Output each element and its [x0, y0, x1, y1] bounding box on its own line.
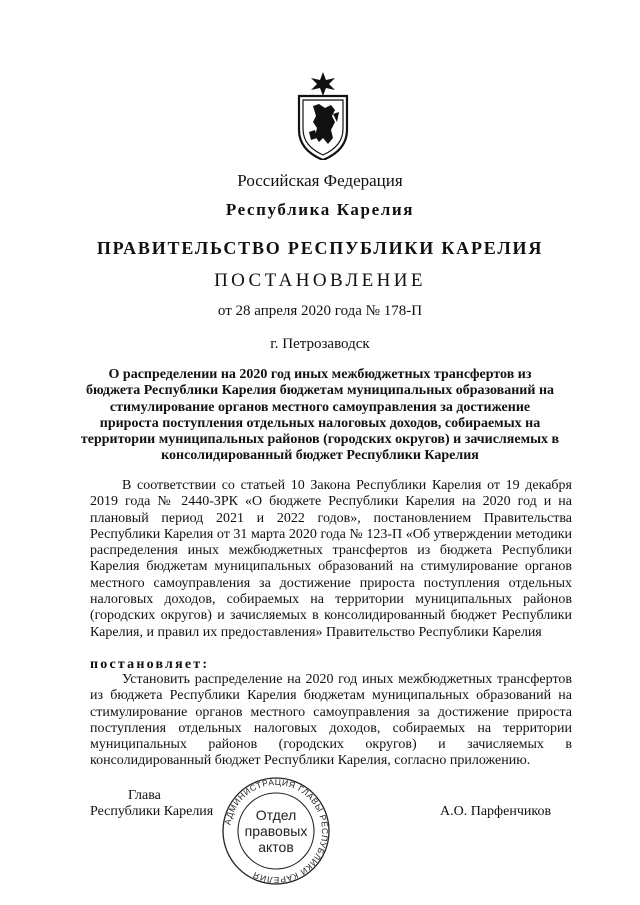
country-name: Российская Федерация [237, 171, 403, 190]
decree-word: постановляет: [90, 657, 210, 672]
document-date-number: от 28 апреля 2020 года № 178-П [217, 303, 423, 319]
official-stamp [216, 776, 336, 886]
operative-text: Установить распределение на 2020 год иных межбюджетных трансфертов из бюджета Республики Карелия бюджетам муниципальных образований на стимулирование органов местного самоуправления за достижение прироста поступления отдельных налоговых доходов, собираемых на территории муниципальных районов (городских округов) и зачисляемых в консолидированный бюджет Республики Карелия, согласно приложению. [90, 672, 572, 769]
karelia-coat-of-arms-icon [295, 72, 351, 160]
signatory-title-line1: Глава [128, 788, 161, 803]
republic-name: Республика Карелия [225, 200, 415, 219]
preamble-paragraph [90, 478, 572, 641]
operative-paragraph [90, 672, 572, 770]
signatory-name: А.О. Парфенчиков [440, 804, 552, 819]
stamp-line1: Отдел [255, 807, 297, 823]
document-city: г. Петрозаводск [270, 336, 370, 352]
document-title: О распределении на 2020 год иных межбюджетных трансфертов из бюджета Республики Карелия бюджетам муниципальных образований на стимулирование органов местного самоуправления за достижение прироста поступления отдельных налоговых доходов, собираемых на территории муниципальных районов (городских округов) и зачисляемых в консолидированный бюджет Республики Карелия [80, 367, 560, 464]
stamp-line2: правовых [244, 823, 308, 839]
document-type: ПОСТАНОВЛЕНИЕ [214, 270, 426, 291]
signatory-title-line2: Республики Карелия [90, 804, 214, 820]
preamble-text: В соответствии со статьей 10 Закона Республики Карелия от 19 декабря 2019 года № 2440-ЗРК «О бюджете Республики Карелия на 2020 год и на плановый период 2021 и 2022 годов», постановлением Правительства Республики Карелия от 31 марта 2020 года № 123-П «Об утверждении методики распределения иных межбюджетных трансфертов из бюджета Республики Карелия бюджетам муниципальных образований на стимулирование органов местного самоуправления за достижение прироста поступления отдельных налоговых доходов, собираемых на территории муниципальных районов (городских округов) и зачисляемых в консолидированный бюджет Республики Карелия, и правил их предоставления» Правительство Республики Карелия [90, 478, 572, 640]
stamp-line3: актов [258, 839, 294, 855]
stamp-ring-text: АДМИНИСТРАЦИЯ ГЛАВЫ РЕСПУБЛИКИ КАРЕЛИЯ [222, 776, 331, 886]
government-name: ПРАВИТЕЛЬСТВО РЕСПУБЛИКИ КАРЕЛИЯ [96, 238, 544, 258]
